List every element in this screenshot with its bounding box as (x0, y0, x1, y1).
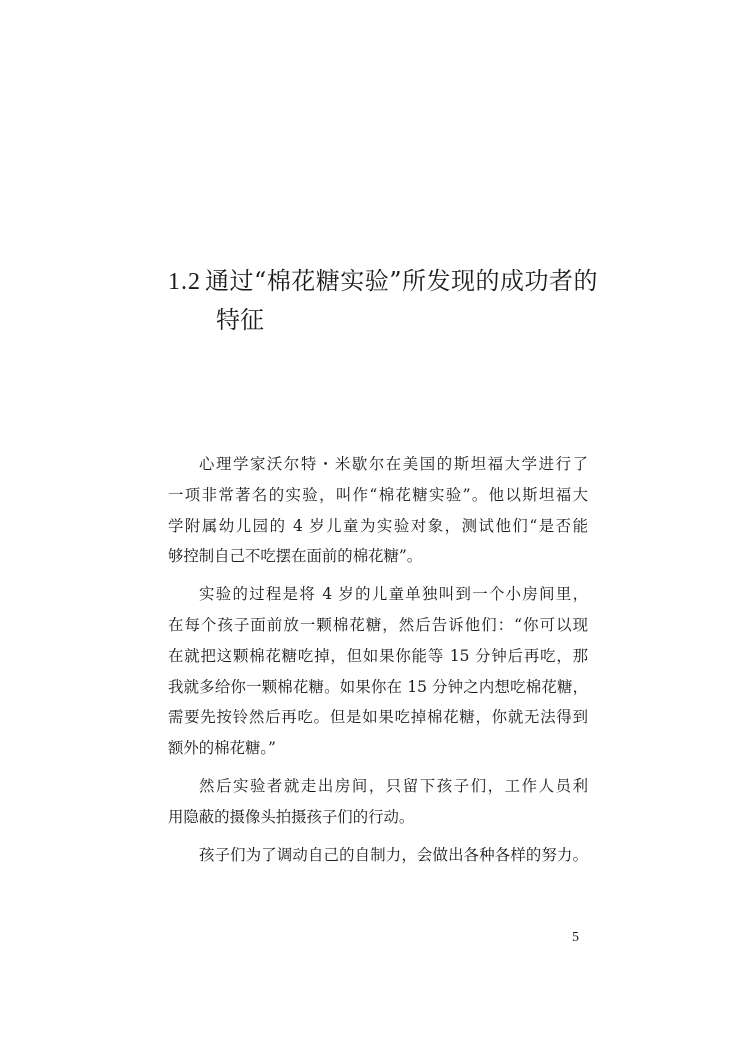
paragraph-1 (168, 449, 588, 572)
text-line: 在就把这颗棉花糖吃掉，但如果你能等 15 分钟后再吃，那 (168, 646, 588, 665)
section-title-line-2: 特征 (216, 306, 264, 334)
text-line: 学附属幼儿园的 4 岁儿童为实验对象，测试他们“是否能 (168, 516, 588, 535)
text-line: 实验的过程是将 4 岁的儿童单独叫到一个小房间里， (199, 585, 588, 604)
text-line: 我就多给你一颗棉花糖。如果你在 15 分钟之内想吃棉花糖， (168, 677, 588, 696)
paragraph-4 (168, 840, 588, 871)
text-line: 需要先按铃然后再吃。但是如果吃掉棉花糖，你就无法得到 (168, 708, 588, 727)
section-title-line-1: 通过“棉花糖实验”所发现的成功者的 (204, 267, 598, 295)
text-line: 用隐蔽的摄像头拍摄孩子们的行动。 (168, 807, 415, 826)
text-line: 够控制自己不吃摆在面前的棉花糖”。 (168, 547, 423, 566)
section-heading (168, 262, 598, 339)
text-line: 一项非常著名的实验，叫作“棉花糖实验”。他以斯坦福大 (168, 485, 588, 504)
text-line: 孩子们为了调动自己的自制力，会做出各种各样的努力。 (199, 845, 588, 864)
text-line: 额外的棉花糖。” (168, 739, 276, 758)
text-line: 在每个孩子面前放一颗棉花糖，然后告诉他们：“你可以现 (168, 615, 588, 634)
body-text (168, 449, 588, 877)
section-number: 1.2 (168, 269, 201, 295)
paragraph-3 (168, 771, 588, 833)
text-line: 心理学家沃尔特・米歇尔在美国的斯坦福大学进行了 (199, 455, 588, 473)
paragraph-2 (168, 579, 588, 764)
heading-first-line (168, 262, 598, 301)
text-line: 然后实验者就走出房间，只留下孩子们，工作人员利 (199, 776, 588, 795)
page-number: 5 (572, 930, 579, 945)
